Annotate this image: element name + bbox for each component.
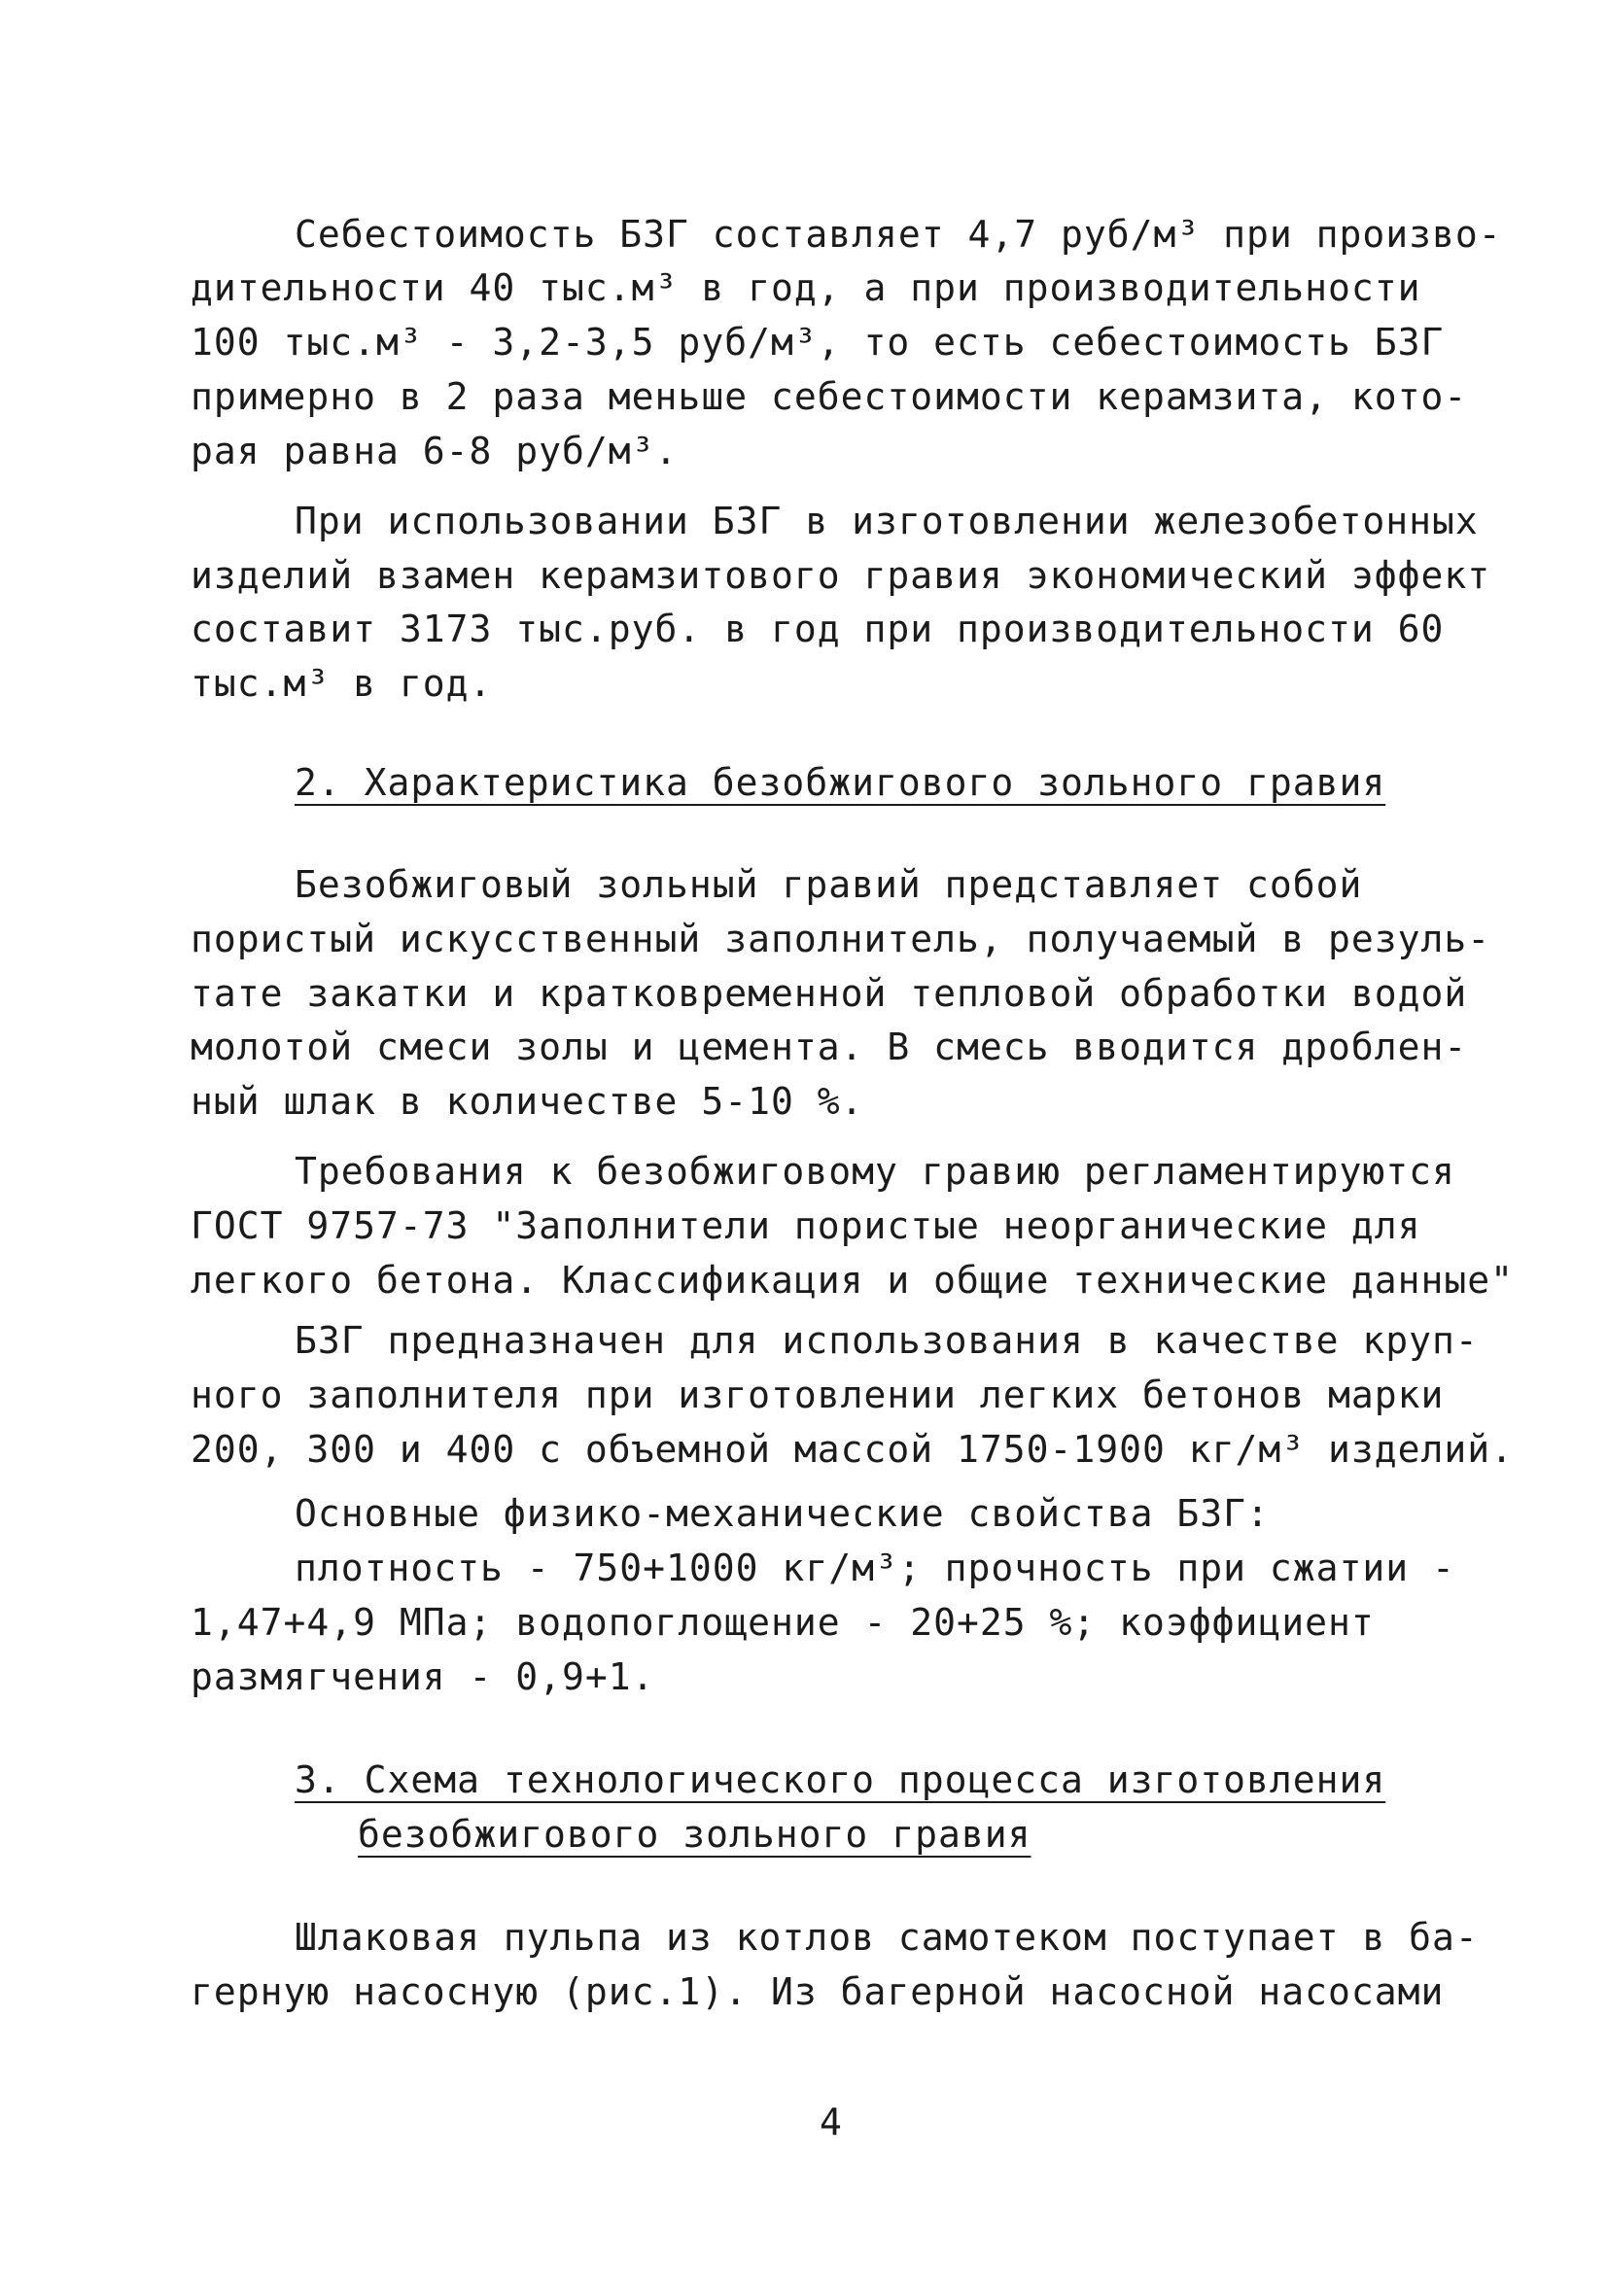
paragraph-4-line-2: ГОСТ 9757-73 "Заполнители пористые неорганические для xyxy=(191,1204,1421,1247)
paragraph-4-line-3: легкого бетона. Классификация и общие технические данные" xyxy=(191,1259,1515,1302)
paragraph-6-line-4: размягчения - 0,9+1. xyxy=(191,1655,655,1698)
paragraph-1-line-4: примерно в 2 раза меньше себестоимости керамзита, кото- xyxy=(191,375,1468,418)
paragraph-1-line-3: 100 тыс.м³ - 3,2-3,5 руб/м³, то есть себестоимость БЗГ xyxy=(191,321,1445,364)
section-2-heading: 2. Характеристика безобжигового зольного гравия xyxy=(295,761,1386,804)
paragraph-5-line-2: ного заполнителя при изготовлении легких бетонов марки xyxy=(191,1374,1445,1416)
paragraph-1-line-2: дительности 40 тыс.м³ в год, а при производительности xyxy=(191,266,1421,309)
paragraph-3-line-3: тате закатки и кратковременной тепловой обработки водой xyxy=(191,972,1468,1015)
paragraph-4-line-1: Требования к безобжиговому гравию регламентируются xyxy=(295,1150,1455,1193)
paragraph-1-line-5: рая равна 6-8 руб/м³. xyxy=(191,430,679,472)
paragraph-2-line-1: При использовании БЗГ в изготовлении железобетонных xyxy=(295,500,1479,542)
section-3-heading-line-2: безобжигового зольного гравия xyxy=(358,1813,1031,1856)
paragraph-3-line-2: пористый искусственный заполнитель, получаемый в резуль- xyxy=(191,918,1491,960)
paragraph-3-line-4: молотой смеси золы и цемента. В смесь вводится дроблен- xyxy=(191,1026,1468,1068)
paragraph-6-line-1: Основные физико-механические свойства БЗГ: xyxy=(295,1492,1270,1535)
paragraph-3-line-1: Безобжиговый зольный гравий представляет собой xyxy=(295,863,1363,906)
section-3-heading-line-1: 3. Схема технологического процесса изготовления xyxy=(295,1758,1386,1801)
paragraph-2-line-3: составит 3173 тыс.руб. в год при производительности 60 xyxy=(191,608,1445,650)
paragraph-2-line-2: изделий взамен керамзитового гравия экономический эффект xyxy=(191,554,1491,597)
paragraph-3-line-5: ный шлак в количестве 5-10 %. xyxy=(191,1080,864,1123)
paragraph-1-line-1: Себестоимость БЗГ составляет 4,7 руб/м³ при произво- xyxy=(295,213,1502,256)
paragraph-2-line-4: тыс.м³ в год. xyxy=(191,662,493,705)
paragraph-7-line-1: Шлаковая пульпа из котлов самотеком поступает в ба- xyxy=(295,1916,1479,1959)
page-number: 4 xyxy=(820,2101,842,2143)
paragraph-7-line-2: герную насосную (рис.1). Из багерной насосной насосами xyxy=(191,1970,1445,2013)
paragraph-6-line-3: 1,47+4,9 МПа; водопоглощение - 20+25 %; коэффициент xyxy=(191,1601,1375,1644)
paragraph-6-line-2: плотность - 750+1000 кг/м³; прочность при сжатии - xyxy=(295,1547,1455,1589)
paragraph-5-line-3: 200, 300 и 400 с объемной массой 1750-1900 кг/м³ изделий. xyxy=(191,1428,1515,1471)
paragraph-5-line-1: БЗГ предназначен для использования в качестве круп- xyxy=(295,1319,1479,1362)
